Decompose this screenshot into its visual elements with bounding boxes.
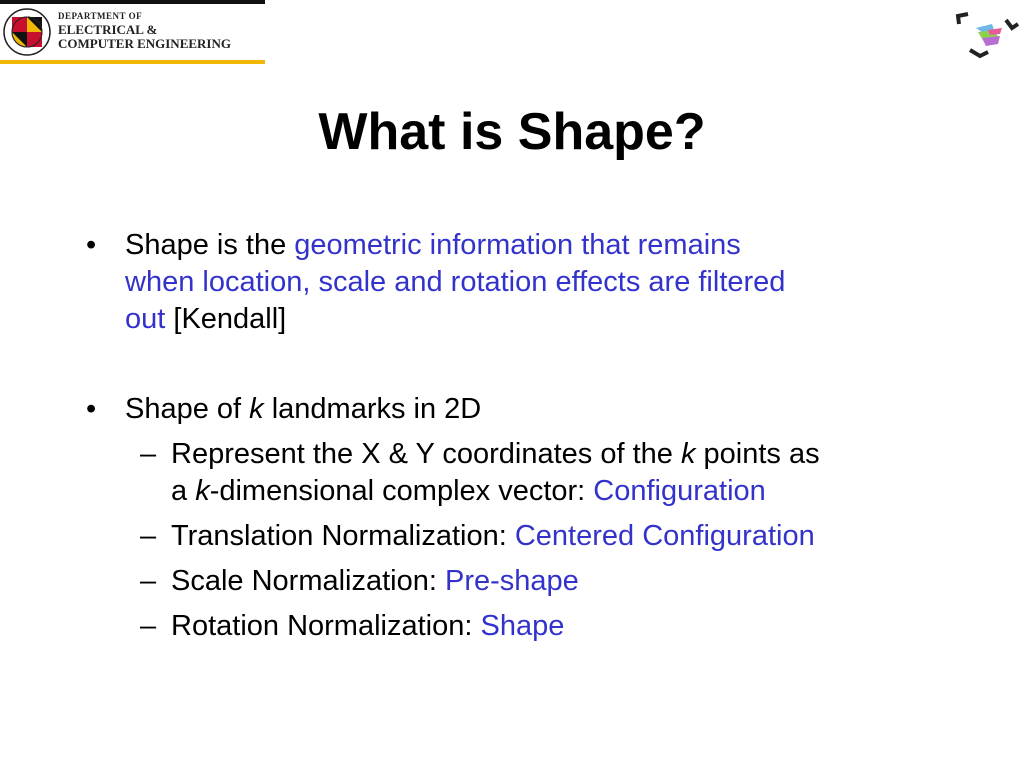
bullet-2-k: k [249, 393, 264, 425]
subitem-3-text: Scale Normalization: [171, 565, 445, 597]
subitem-1-highlight: Configuration [593, 475, 766, 507]
subitem-3-line [171, 563, 579, 600]
bullet-2-text: Shape of [125, 393, 250, 425]
bullet-1-text: Shape is the [125, 229, 295, 261]
bullet-1-highlight-end: out [125, 303, 166, 335]
subitem-1-cont-mid: -dimensional complex vector: [209, 475, 594, 507]
subitem-4-highlight: Shape [480, 610, 565, 642]
subitem-2-line [171, 518, 815, 555]
bullet-marker: • [86, 393, 97, 425]
subitem-4-line [171, 608, 564, 645]
bullet-1-line-2 [125, 264, 785, 301]
subitem-2-highlight: Centered Configuration [514, 520, 815, 552]
dept-line-1: DEPARTMENT OF [58, 11, 143, 21]
sub-dash: – [140, 438, 157, 470]
subitem-1-cont-k: k [195, 475, 210, 507]
subitem-4-text: Rotation Normalization: [171, 610, 481, 642]
subitem-1-text: Represent the X & Y coordinates of the [171, 438, 681, 470]
subitem-1-line-2 [171, 473, 766, 510]
subitem-1-line-1 [171, 436, 820, 473]
bullet-1-line-3 [125, 301, 286, 338]
bullet-1-line-1 [125, 227, 741, 264]
subitem-1-k: k [680, 438, 696, 470]
sub-dash: – [140, 610, 157, 642]
bullet-1-highlight: geometric information that remains [294, 229, 741, 261]
subitem-3-highlight: Pre-shape [445, 565, 579, 597]
sub-dash: – [140, 520, 157, 552]
sub-dash: – [140, 565, 157, 597]
dept-line-3: COMPUTER ENGINEERING [58, 36, 231, 51]
subitem-2-text: Translation Normalization: [171, 520, 515, 552]
slide-title: What is Shape? [318, 103, 706, 161]
bullet-1-citation: [Kendall] [165, 303, 287, 335]
bullet-1-highlight-cont: when location, scale and rotation effects are filtered [125, 266, 786, 298]
subitem-1-text-end: points as [695, 438, 820, 470]
dept-line-2: ELECTRICAL & [58, 22, 158, 37]
subitem-1-cont: a [171, 475, 196, 507]
bullet-marker: • [86, 229, 97, 261]
bullet-2-text-end: landmarks in 2D [263, 393, 482, 425]
bullet-2-line [125, 391, 481, 428]
